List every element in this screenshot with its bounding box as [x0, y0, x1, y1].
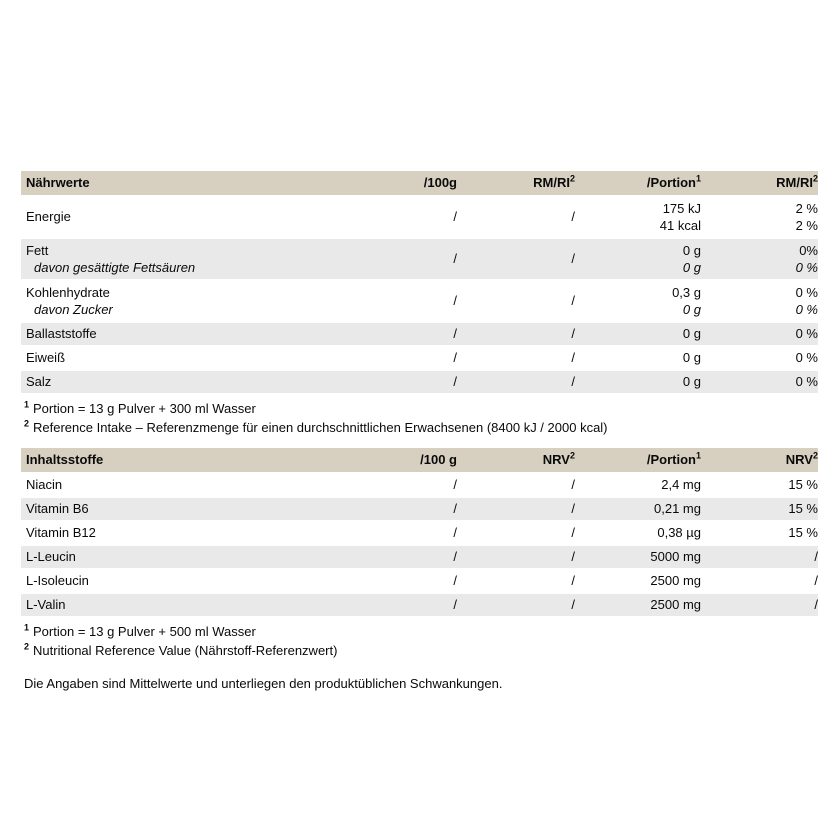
row-label-cell	[21, 322, 321, 346]
row-niacin	[21, 473, 818, 497]
cell-per100g: /	[453, 350, 457, 365]
table1-col-per100g: /100g	[321, 171, 457, 196]
row-l-valin	[21, 593, 818, 616]
value-line: 2 %	[795, 201, 818, 216]
cell-per100g: /	[453, 374, 457, 389]
cell-per100g: /	[453, 251, 457, 266]
value-line: 0 g	[682, 302, 701, 317]
table2-col-portion: /Portion$^1$	[575, 448, 701, 473]
row-vitamin-b6	[21, 497, 818, 521]
row-salz	[21, 370, 818, 393]
inhaltsstoffe-table	[21, 448, 818, 616]
row-label-cell	[21, 569, 321, 593]
cell-rmri-portion: 0 %	[795, 374, 818, 389]
row-kohlenhydrate	[21, 280, 818, 322]
table2-title-label: Inhaltsstoffe	[26, 452, 104, 467]
cell-per100g: /	[453, 477, 457, 492]
cell-nrv-100g: /	[571, 477, 575, 492]
table1-col-portion: /Portion$^1$	[575, 171, 701, 196]
cell-per100g: /	[453, 326, 457, 341]
value-line: 175 kJ	[662, 201, 701, 216]
cell-nrv-portion: /	[814, 573, 818, 588]
row-sublabel: davon gesättigte Fettsäuren	[34, 260, 196, 275]
row-label: Kohlenhydrate	[26, 285, 110, 300]
row-fett	[21, 238, 818, 280]
naehrwerte-header-row	[21, 171, 818, 196]
cell-nrv-100g: /	[571, 549, 575, 564]
footnote-marker: 2	[24, 418, 30, 429]
value-line: 0 %	[795, 285, 818, 300]
row-label: Niacin	[26, 477, 63, 492]
row-label-cell	[21, 346, 321, 370]
table1-title-label: Nährwerte	[26, 175, 90, 190]
table1-footnotes	[24, 399, 818, 437]
cell-portion	[575, 196, 701, 238]
cell-nrv-100g: /	[571, 525, 575, 540]
footnote-portion	[24, 399, 818, 418]
footnote-portion	[24, 622, 818, 641]
value-line: 0,3 g	[672, 285, 701, 300]
cell-rmri-100g: /	[571, 209, 575, 224]
row-label: L-Leucin	[26, 549, 76, 564]
cell-rmri-100g: /	[571, 251, 575, 266]
table2-footnotes	[24, 622, 818, 660]
superscript: 2	[569, 173, 575, 184]
row-label-cell	[21, 196, 321, 238]
cell-portion: 2500 mg	[650, 573, 701, 588]
row-label: Salz	[26, 374, 52, 389]
footnote-text: Nutritional Reference Value (Nährstoff-Referenzwert)	[33, 643, 338, 658]
value-line: 0 %	[795, 260, 818, 275]
cell-nrv-portion: /	[814, 549, 818, 564]
value-line: 0 %	[795, 302, 818, 317]
value-line: 0 g	[682, 260, 701, 275]
cell-nrv-portion: 15 %	[788, 477, 818, 492]
value-line: 0 g	[682, 243, 701, 258]
table2-title	[21, 448, 321, 473]
table1-col-rmri-portion: $RM/RI^2$	[701, 171, 818, 196]
cell-nrv-portion: /	[814, 597, 818, 612]
cell-nrv-100g: /	[571, 501, 575, 516]
footnote-text: Reference Intake – Referenzmenge für einen durchschnittlichen Erwachsenen (8400 kJ / 2000 kcal)	[33, 420, 608, 435]
cell-per100g: /	[453, 525, 457, 540]
cell-nrv-100g: /	[571, 597, 575, 612]
row-label-cell	[21, 521, 321, 545]
row-label: L-Isoleucin	[26, 573, 89, 588]
row-l-isoleucin	[21, 569, 818, 593]
table2-col-per100g: /100 g	[321, 448, 457, 473]
cell-portion: 5000 mg	[650, 549, 701, 564]
cell-per100g: /	[453, 209, 457, 224]
cell-rmri-portion	[701, 280, 818, 322]
row-label-cell	[21, 545, 321, 569]
superscript: 2	[812, 173, 818, 184]
cell-rmri-portion: 0 %	[795, 326, 818, 341]
superscript: 2	[812, 450, 818, 461]
cell-rmri-100g: /	[571, 374, 575, 389]
cell-nrv-portion: 15 %	[788, 501, 818, 516]
table2-col-nrv-100g: NRV$^2$	[457, 448, 575, 473]
cell-nrv-100g: /	[571, 573, 575, 588]
cell-portion: 0,38 µg	[657, 525, 701, 540]
cell-rmri-100g: /	[571, 326, 575, 341]
value-line: 41 kcal	[659, 218, 701, 233]
row-label-cell	[21, 473, 321, 497]
footnote-text: Portion = 13 g Pulver + 300 ml Wasser	[33, 401, 256, 416]
cell-portion: 0 g	[682, 350, 701, 365]
cell-per100g: /	[453, 501, 457, 516]
cell-rmri-100g: /	[571, 350, 575, 365]
row-label: Eiweiß	[26, 350, 66, 365]
footnote-marker: 2	[24, 641, 30, 652]
cell-portion	[575, 280, 701, 322]
table1-title	[21, 171, 321, 196]
cell-rmri-100g: /	[571, 293, 575, 308]
naehrwerte-table	[21, 171, 818, 393]
row-label-cell	[21, 370, 321, 393]
row-label: Energie	[26, 209, 71, 224]
cell-per100g: /	[453, 293, 457, 308]
cell-rmri-portion: 0 %	[795, 350, 818, 365]
cell-rmri-portion	[701, 238, 818, 280]
row-label: L-Valin	[26, 597, 66, 612]
row-ballaststoffe	[21, 322, 818, 346]
superscript: 2	[569, 450, 575, 461]
row-label-cell	[21, 497, 321, 521]
cell-nrv-portion: 15 %	[788, 525, 818, 540]
row-energie	[21, 196, 818, 238]
cell-portion: 2,4 mg	[661, 477, 701, 492]
cell-per100g: /	[453, 549, 457, 564]
average-values-disclaimer: Die Angaben sind Mittelwerte und unterliegen den produktüblichen Schwankungen.	[24, 676, 503, 691]
superscript: 1	[695, 173, 701, 184]
row-l-leucin	[21, 545, 818, 569]
footnote-reference-intake	[24, 418, 818, 437]
row-label: Fett	[26, 243, 49, 258]
footnote-marker: 1	[24, 399, 30, 410]
cell-portion: 2500 mg	[650, 597, 701, 612]
row-label-cell	[21, 280, 321, 322]
cell-rmri-portion	[701, 196, 818, 238]
row-label: Vitamin B6	[26, 501, 89, 516]
table1-col-rmri-100g: $RM/RI^2$	[457, 171, 575, 196]
table2-col-nrv-portion: NRV$^2$	[701, 448, 818, 473]
footnote-text: Portion = 13 g Pulver + 500 ml Wasser	[33, 624, 256, 639]
row-sublabel: davon Zucker	[34, 302, 113, 317]
row-label: Vitamin B12	[26, 525, 96, 540]
footnote-marker: 1	[24, 622, 30, 633]
row-label: Ballaststoffe	[26, 326, 97, 341]
row-vitamin-b12	[21, 521, 818, 545]
cell-per100g: /	[453, 597, 457, 612]
row-label-cell	[21, 238, 321, 280]
cell-portion	[575, 238, 701, 280]
value-line: 2 %	[795, 218, 818, 233]
cell-per100g: /	[453, 573, 457, 588]
cell-portion: 0 g	[682, 374, 701, 389]
inhaltsstoffe-header-row	[21, 448, 818, 473]
superscript: 1	[695, 450, 701, 461]
nutrition-label-sheet	[21, 171, 818, 692]
footnote-nrv	[24, 641, 818, 660]
value-line: 0%	[799, 243, 818, 258]
cell-portion: 0,21 mg	[654, 501, 701, 516]
cell-portion: 0 g	[682, 326, 701, 341]
row-eiweiss	[21, 346, 818, 370]
row-label-cell	[21, 593, 321, 616]
